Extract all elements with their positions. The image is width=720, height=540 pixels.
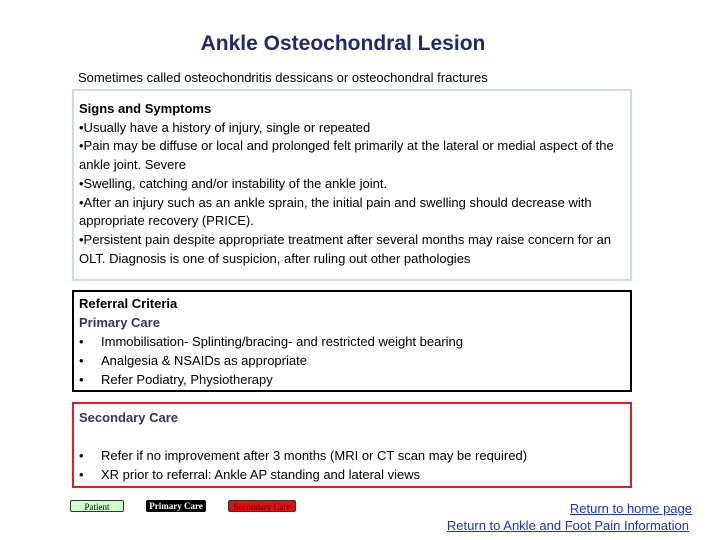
list-item <box>79 351 625 370</box>
list-item <box>79 446 625 465</box>
referral-criteria-box <box>72 290 632 392</box>
bullet: • <box>79 334 84 349</box>
list-item-text: Analgesia & NSAIDs as appropriate <box>101 353 307 368</box>
list-item <box>79 370 625 389</box>
signs-line: •After an injury such as an ankle sprain, the initial pain and swelling should decrease with appropriate recovery (PRICE). <box>79 194 592 229</box>
secondary-care-box <box>72 402 632 488</box>
legend-primary-care: Primary Care <box>146 500 206 512</box>
list-item-text: Refer Podiatry, Physiotherapy <box>101 372 273 387</box>
referral-heading: Referral Criteria <box>79 296 178 311</box>
list-item-text: Refer if no improvement after 3 months (MRI or CT scan may be required) <box>101 448 528 463</box>
legend-secondary-care: Secondary Care <box>228 500 296 512</box>
signs-line: •Pain may be diffuse or local and prolonged felt primarily at the lateral or medial aspect of the ankle joint. Severe <box>79 138 614 173</box>
signs-line: •Swelling, catching and/or instability of the ankle joint. <box>79 175 388 191</box>
legend-patient: Patient <box>70 500 124 512</box>
primary-care-heading: Primary Care <box>79 315 160 330</box>
signs-line: •Usually have a history of injury, single or repeated <box>79 119 371 135</box>
subtitle: Sometimes called osteochondritis dessicans or osteochondral fractures <box>78 70 488 85</box>
list-item-text: XR prior to referral: Ankle AP standing and lateral views <box>101 467 421 482</box>
secondary-care-heading: Secondary Care <box>79 410 178 425</box>
bullet: • <box>79 467 84 482</box>
return-home-link[interactable]: Return to home page <box>569 501 692 516</box>
signs-symptoms-box <box>72 89 632 281</box>
list-item <box>79 332 625 351</box>
bullet: • <box>79 353 84 368</box>
return-ankle-foot-link[interactable]: Return to Ankle and Foot Pain Information <box>446 518 689 533</box>
list-item-text: Immobilisation- Splinting/bracing- and restricted weight bearing <box>101 334 464 349</box>
page-title: Ankle Osteochondral Lesion <box>200 32 486 55</box>
bullet: • <box>79 448 84 463</box>
bullet: • <box>79 372 84 387</box>
signs-heading: Signs and Symptoms <box>79 101 212 116</box>
signs-line: •Persistent pain despite appropriate treatment after several months may raise concern for an OLT. Diagnosis is one of suspicion, after ruling out other pathologies <box>79 231 612 266</box>
list-item <box>79 465 625 484</box>
